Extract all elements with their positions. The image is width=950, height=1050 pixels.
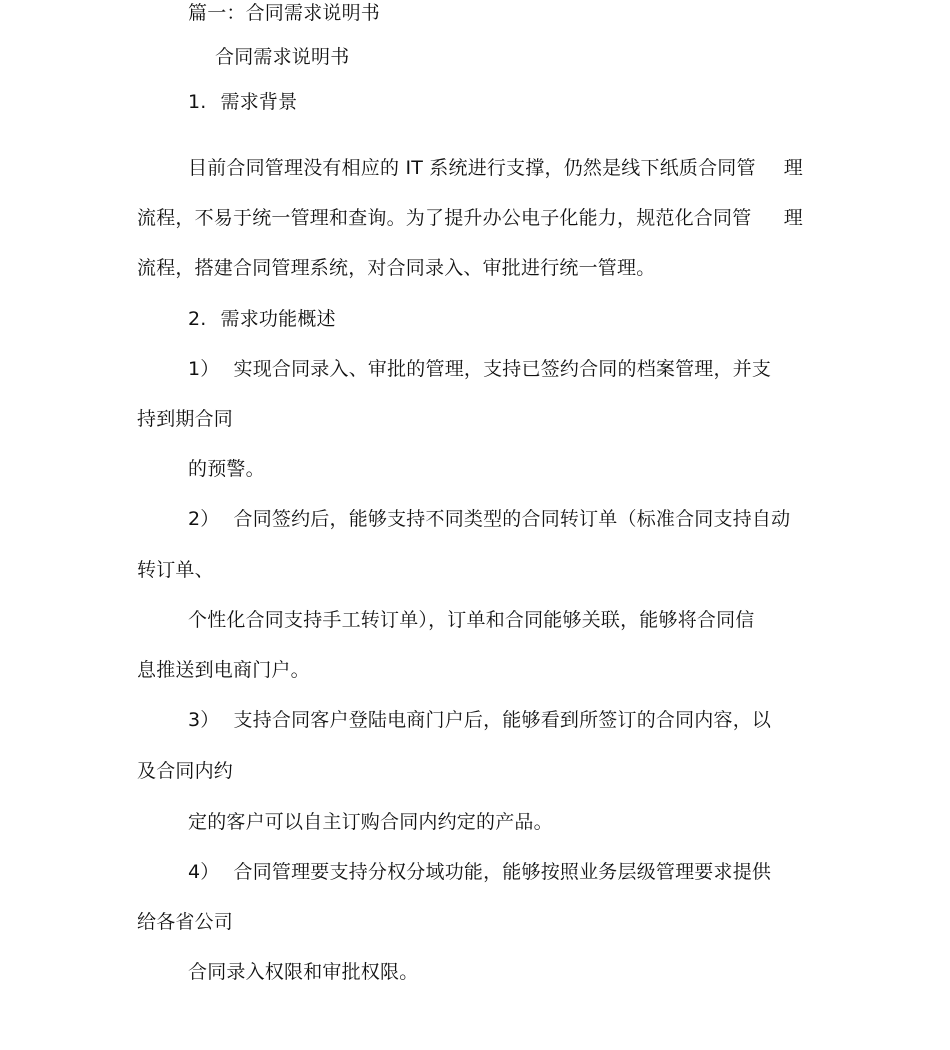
- item-1-line-1: [188, 356, 771, 382]
- item-number: 3）: [188, 709, 220, 731]
- paragraph-text: 目前合同管理没有相应的 IT 系统进行支撑，仍然是线下纸质合同管: [188, 157, 756, 179]
- paragraph-text-end: 理: [783, 157, 803, 179]
- item-3-line-1: [188, 707, 771, 733]
- document-subtitle: 合同需求说明书: [215, 46, 350, 68]
- item-4-line-2: 给各省公司: [137, 911, 234, 933]
- item-text: 合同管理要支持分权分域功能，能够按照业务层级管理要求提供: [233, 861, 772, 883]
- section-title: 需求功能概述: [220, 308, 336, 330]
- item-number: 1）: [188, 358, 220, 380]
- section-number: 2.: [188, 308, 207, 330]
- item-number: 2）: [188, 508, 220, 530]
- item-4-line-1: [188, 859, 771, 885]
- item-2-line-3: 个性化合同支持手工转订单），订单和合同能够关联，能够将合同信: [188, 609, 755, 631]
- item-1-line-2: 持到期合同: [137, 408, 234, 430]
- paragraph-text: 流程，不易于统一管理和查询。为了提升办公电子化能力，规范化合同管: [137, 207, 752, 229]
- item-2-line-4: 息推送到电商门户。: [137, 659, 310, 681]
- background-line-2: [137, 205, 803, 231]
- item-text: 实现合同录入、审批的管理，支持已签约合同的档案管理，并支: [233, 358, 772, 380]
- document-heading: 篇一：合同需求说明书: [188, 2, 381, 24]
- section-number: 1.: [188, 91, 207, 113]
- background-line-1: [137, 155, 803, 181]
- section-title: 需求背景: [220, 91, 298, 113]
- background-line-3: 流程，搭建合同管理系统，对合同录入、审批进行统一管理。: [137, 257, 656, 279]
- item-text: 合同签约后，能够支持不同类型的合同转订单（标准合同支持自动: [233, 508, 791, 530]
- item-2-line-1: [188, 506, 790, 532]
- item-4-line-3: 合同录入权限和审批权限。: [188, 961, 419, 983]
- item-3-line-3: 定的客户可以自主订购合同内约定的产品。: [188, 811, 553, 833]
- item-3-line-2: 及合同内约: [137, 760, 234, 782]
- section-heading-overview: [188, 306, 336, 332]
- item-number: 4）: [188, 861, 220, 883]
- item-1-line-3: 的预警。: [188, 458, 265, 480]
- item-2-line-2: 转订单、: [137, 559, 214, 581]
- section-heading-background: [188, 89, 297, 115]
- item-text: 支持合同客户登陆电商门户后，能够看到所签订的合同内容，以: [233, 709, 772, 731]
- paragraph-text-end: 理: [783, 207, 803, 229]
